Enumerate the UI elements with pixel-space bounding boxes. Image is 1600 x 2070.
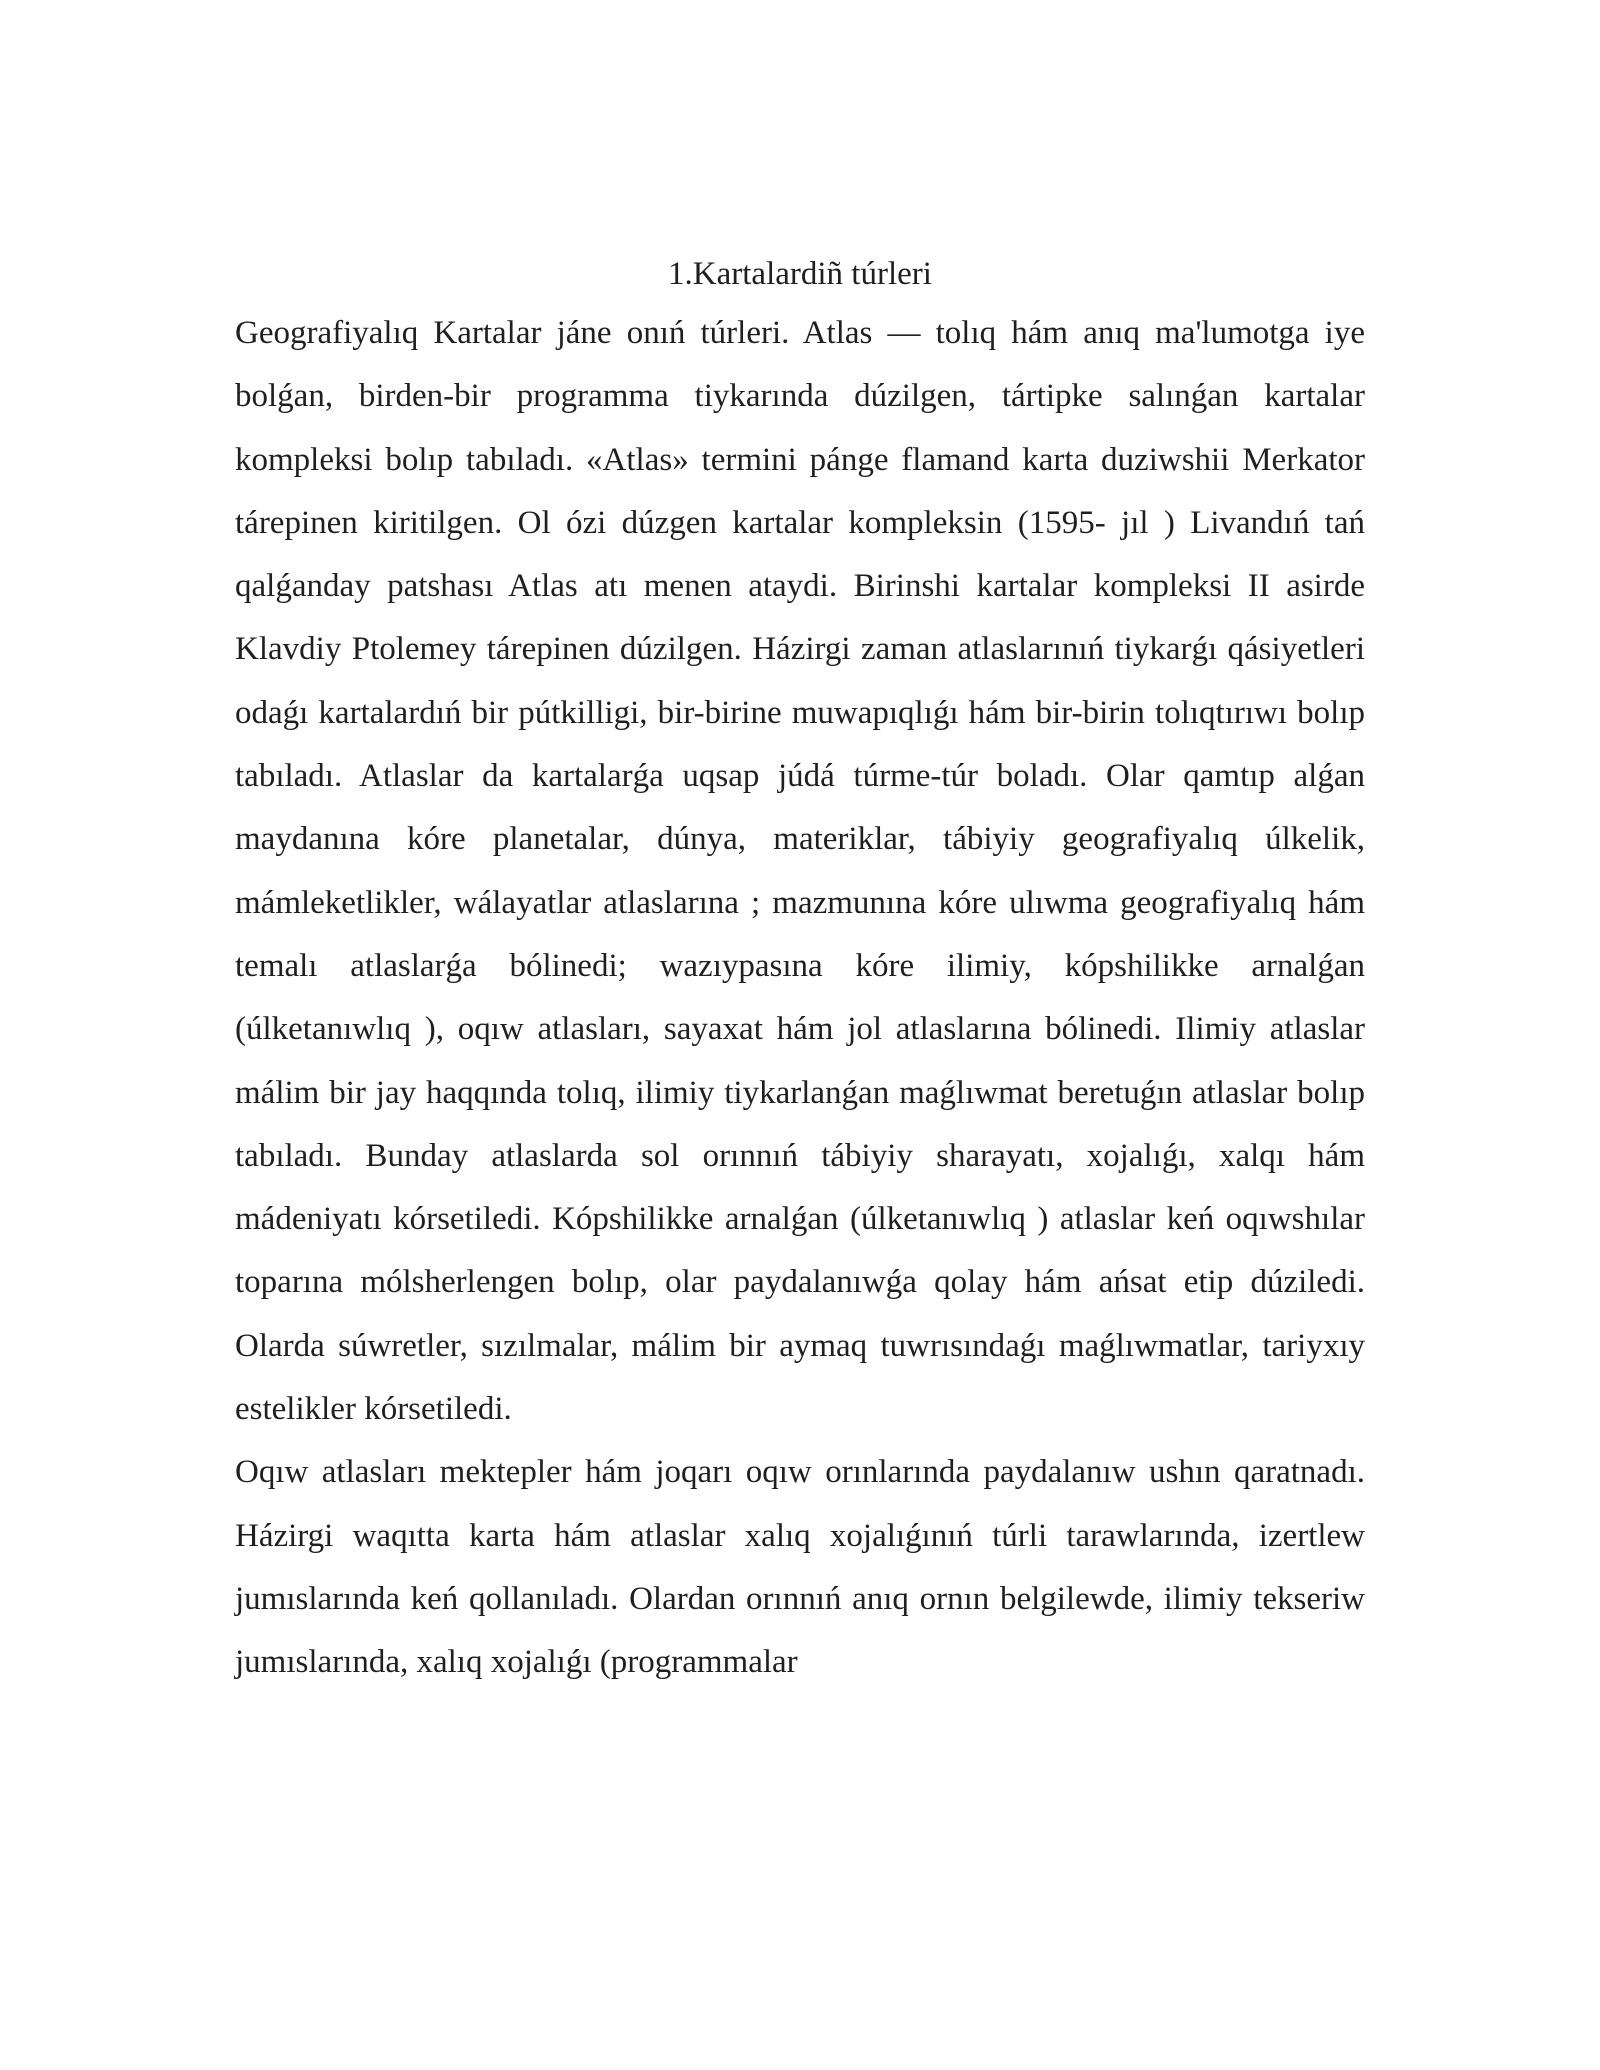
paragraph-2: Oqıw atlasları mektepler hám joqarı oqıw orınlarında paydalanıw ushın qaratnadı. Házirgi waqıtta karta hám atlaslar xalıq xojalıǵınıń túrli tarawlarında, izertlew jumıslarında keń qollanıladı. Olardan orınnıń anıq ornın belgilewde, ilimiy tekseriw jumıslarında, xalıq xojalıǵı (programmalar <box>235 1454 1365 1681</box>
paragraph-1: Geografiyalıq Kartalar jáne onıń túrleri. Atlas — tolıq hám anıq ma'lumotga iye bolǵan, birden-bir programma tiykarında dúzilgen, tártipke salınǵan kartalar kompleksi bolıp tabıladı. «Atlas» termini pánge flamand karta duziwshii Merkator tárepinen kiritilgen. Ol ózi dúzgen kartalar kompleksin (1595- jıl ) Livandıń tań qalǵanday patshası Atlas atı menen ataydi. Birinshi kartalar kompleksi II asirde Klavdiy Ptolemey tárepinen dúzilgen. Házirgi zaman atlaslarınıń tiykarǵı qásiyetleri odaǵı kartalardıń bir pútkilligi, bir-birine muwapıqlıǵı hám bir-birin tolıqtırıwı bolıp tabıladı. Atlaslar da kartalarǵa uqsap júdá túrme-túr boladı. Olar qamtıp alǵan maydanına kóre planetalar, dúnya, materiklar, tábiyiy geografiyalıq úlkelik, mámleketlikler, wálayatlar atlaslarına ; mazmunına kóre ulıwma geografiyalıq hám temalı atlaslarǵa bólinedi; wazıypasına kóre ilimiy, kópshilikke arnalǵan (úlketanıwlıq ), oqıw atlasları, sayaxat hám jol atlaslarına bólinedi. Ilimiy atlaslar málim bir jay haqqında tolıq, ilimiy tiykarlanǵan maǵlıwmat beretuǵın atlaslar bolıp tabıladı. Bunday atlaslarda sol orınnıń tábiyiy sharayatı, xojalıǵı, xalqı hám mádeniyatı kórsetiledi. Kópshilikke arnalǵan (úlketanıwlıq ) atlaslar keń oqıwshılar toparına mólsherlengen bolıp, olar paydalanıwǵa qolay hám ańsat etip dúziledi. Olarda súwretler, sızılmalar, málim bir aymaq tuwrısındaǵı maǵlıwmatlar, tariyxıy estelikler kórsetiledi. <box>235 315 1365 1428</box>
document-title: 1.Kartalardiñ túrleri <box>668 256 932 292</box>
document-page <box>235 250 1365 1695</box>
